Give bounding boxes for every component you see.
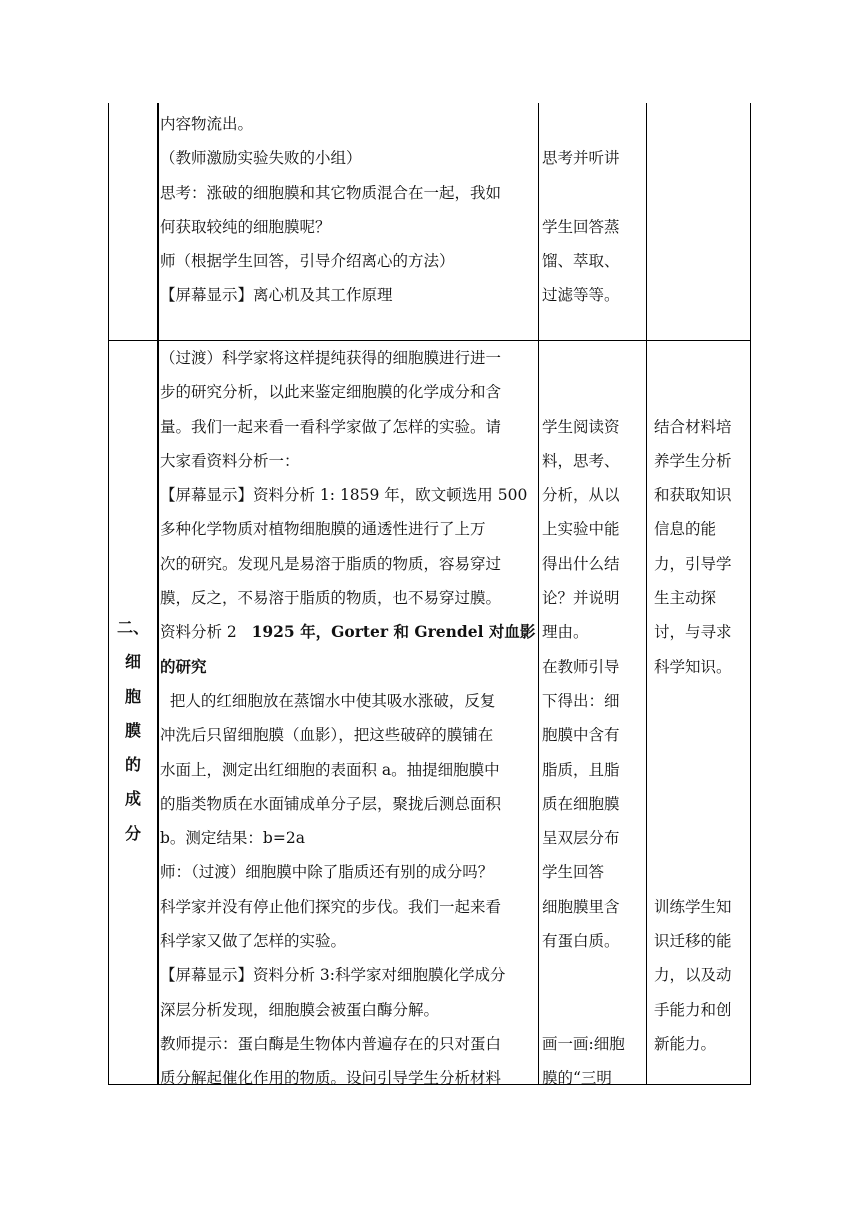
text-line: 训练学生知 (654, 897, 732, 916)
text-line: 生主动探 (654, 589, 717, 608)
text-line: 过滤等等。 (542, 286, 620, 305)
text-line (542, 341, 644, 375)
text-line: 膜，反之，不易溶于脂质的物质，也不易穿过膜。 (160, 589, 502, 608)
section-label-char: 二、 (116, 618, 149, 637)
row2-content-cell (160, 341, 536, 1096)
text-line: 思考并听讲 (542, 149, 620, 168)
text-line: 和获取知识 (654, 486, 732, 505)
text-line: 学生回答蒸 (542, 217, 620, 236)
text-line: 得出什么结 (542, 554, 620, 573)
row2-design-cell (654, 341, 748, 1061)
section-label-char: 细 (124, 652, 141, 672)
text-line: 水面上，测定出红细胞的表面积 a。抽提细胞膜中 (160, 760, 500, 779)
text-line: 多种化学物质对植物细胞膜的通透性进行了上万 (160, 520, 486, 539)
text-line: 【屏幕显示】资料分析 1: 1859 年，欧文顿选用 500 (160, 486, 528, 505)
table-vertical-line-col2 (538, 103, 539, 1085)
text-line: 论？并说明 (542, 589, 620, 608)
text-line: 思考：涨破的细胞膜和其它物质混合在一起，我如 (160, 183, 502, 202)
text-line: 力，以及动 (654, 966, 732, 985)
text-line: 馏、萃取、 (542, 252, 620, 271)
text-line: （教师激励实验失败的小组） (160, 149, 362, 168)
text-line: 力，引导学 (654, 554, 732, 573)
text-line: 何获取较纯的细胞膜呢？ (160, 217, 331, 236)
text-line: 学生回答 (542, 863, 605, 882)
text-line: 有蛋白质。 (542, 932, 620, 951)
section-label-char: 膜 (124, 720, 141, 740)
text-line: 手能力和创 (654, 1000, 732, 1019)
table-vertical-line-col1 (157, 103, 159, 1085)
text-line (160, 684, 536, 718)
text-line (542, 958, 644, 992)
text-line (654, 855, 748, 889)
table-vertical-line-col3 (646, 103, 647, 1085)
section-label-char: 胞 (124, 686, 141, 706)
text-span: 资料分析 2 (160, 623, 237, 642)
text-line: 师：（过渡）细胞膜中除了脂质还有别的成分吗？ (160, 863, 494, 882)
text-line: 脂质，且脂 (542, 760, 620, 779)
text-line: 步的研究分析，以此来鉴定细胞膜的化学成分和含 (160, 383, 502, 402)
text-line: 大家看资料分析一： (160, 451, 300, 470)
text-line (542, 176, 642, 210)
section-label-char: 分 (124, 823, 141, 843)
text-line (542, 993, 644, 1027)
text-line: 新能力。 (654, 1034, 717, 1053)
text-line: 科学知识。 (654, 657, 732, 676)
text-line: b。测定结果：b=2a (160, 829, 305, 848)
text-line (654, 684, 748, 718)
text-line: 在教师引导 (542, 657, 620, 676)
text-line: 信息的能 (654, 520, 717, 539)
text-line: 的研究 (160, 656, 207, 676)
text-line (654, 718, 748, 752)
text-span: 把人的红细胞放在蒸馏水中使其吸水涨破，反复 (169, 691, 496, 710)
text-line: 质分解起催化作用的物质。设问引导学生分析材料 (160, 1069, 502, 1088)
text-line: 胞膜中含有 (542, 726, 620, 745)
text-line: 量。我们一起来看一看科学家做了怎样的实验。请 (160, 417, 502, 436)
section-label-char: 成 (124, 789, 141, 809)
text-line: 分析，从以 (542, 486, 620, 505)
table-vertical-line-right (750, 103, 751, 1085)
text-line: 科学家又做了怎样的实验。 (160, 932, 347, 951)
text-line: 【屏幕显示】资料分析 3:科学家对细胞膜化学成分 (160, 966, 506, 985)
text-line: 识迁移的能 (654, 932, 732, 951)
text-line: 次的研究。发现凡是易溶于脂质的物质，容易穿过 (160, 554, 502, 573)
text-line: 教师提示：蛋白酶是生物体内普遍存在的只对蛋白 (160, 1034, 502, 1053)
text-line: 科学家并没有停止他们探究的步伐。我们一起来看 (160, 897, 502, 916)
text-line: 下得出：细 (542, 691, 620, 710)
text-line (654, 821, 748, 855)
text-line: 学生阅读资 (542, 417, 620, 436)
text-line: 【屏幕显示】离心机及其工作原理 (160, 286, 393, 305)
text-line: 讨，与寻求 (654, 623, 732, 642)
text-line: 养学生分析 (654, 451, 732, 470)
text-line: 画一画:细胞 (542, 1034, 625, 1053)
text-line (654, 375, 748, 409)
text-line (160, 615, 536, 649)
text-line: 的脂类物质在水面铺成单分子层，聚拢后测总面积 (160, 794, 502, 813)
text-line: 理由。 (542, 623, 589, 642)
text-line: （过渡）科学家将这样提纯获得的细胞膜进行进一 (160, 349, 502, 367)
text-line: 冲洗后只留细胞膜（血影），把这些破碎的膜铺在 (160, 726, 494, 745)
text-line: 呈双层分布 (542, 829, 620, 848)
text-span-bold: 1925 年，Gorter 和 Grendel 对血影 (251, 622, 536, 642)
text-line: 师（根据学生回答，引导介绍离心的方法） (160, 252, 455, 271)
table-vertical-line-left (108, 103, 109, 1085)
text-line: 上实验中能 (542, 520, 620, 539)
section-label-char: 的 (124, 755, 141, 775)
text-line (542, 375, 644, 409)
text-line: 深层分析发现，细胞膜会被蛋白酶分解。 (160, 1000, 440, 1019)
text-line: 内容物流出。 (160, 115, 254, 133)
row1-content-cell (160, 107, 536, 313)
text-line (654, 753, 748, 787)
text-line (654, 341, 748, 375)
section-label-cell (110, 611, 156, 851)
row1-student-cell (542, 107, 642, 313)
text-line (542, 107, 642, 141)
text-line: 细胞膜里含 (542, 897, 620, 916)
row2-student-cell (542, 341, 644, 1096)
text-line: 料，思考、 (542, 451, 620, 470)
text-line (654, 787, 748, 821)
text-line: 质在细胞膜 (542, 794, 620, 813)
text-line: 膜的“三明 (542, 1069, 612, 1088)
text-line: 结合材料培 (654, 417, 732, 436)
